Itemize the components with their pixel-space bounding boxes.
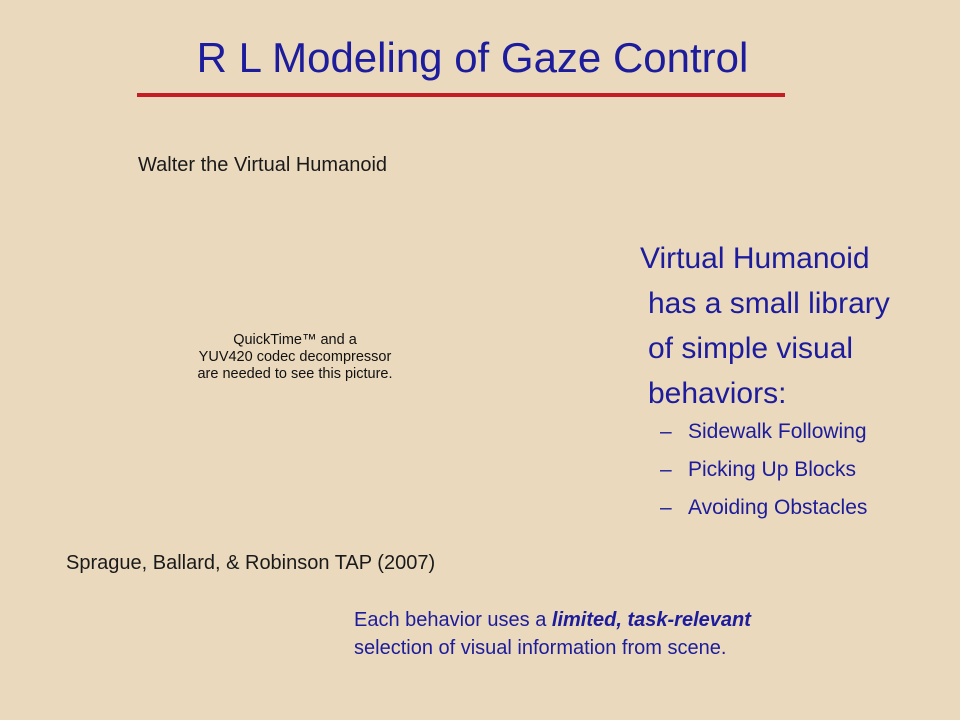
behavior-label: Picking Up Blocks — [688, 458, 857, 481]
behavior-list — [660, 416, 867, 530]
main-description-line-3: of simple visual — [648, 332, 854, 365]
behavior-list-item — [660, 492, 867, 530]
main-description-line-4: behaviors: — [648, 377, 787, 410]
slide-title: R L Modeling of Gaze Control — [196, 34, 749, 81]
behavior-label: Sidewalk Following — [688, 420, 867, 443]
behavior-list-item — [660, 454, 867, 492]
behavior-note-emphasis: limited, task-relevant — [551, 609, 751, 631]
main-description-line-1: Virtual Humanoid — [640, 242, 870, 275]
behavior-label: Avoiding Obstacles — [688, 496, 868, 519]
bullet-dash: – — [660, 496, 672, 519]
behavior-note — [354, 606, 751, 662]
media-placeholder-line-3: are needed to see this picture. — [197, 366, 393, 382]
main-description-line-2: has a small library — [648, 287, 890, 320]
bullet-dash: – — [660, 458, 672, 481]
behavior-note-prefix: Each behavior uses a — [354, 609, 552, 631]
media-placeholder-line-1: QuickTime™ and a — [233, 332, 357, 348]
behavior-list-item — [660, 416, 867, 454]
citation: Sprague, Ballard, & Robinson TAP (2007) — [66, 552, 436, 574]
media-placeholder-line-2: YUV420 codec decompressor — [198, 349, 392, 365]
bullet-dash: – — [660, 420, 672, 443]
slide-subtitle: Walter the Virtual Humanoid — [138, 154, 388, 176]
behavior-note-line-1 — [354, 606, 751, 634]
media-placeholder — [170, 332, 420, 383]
title-underline-rule — [137, 93, 785, 97]
main-description — [640, 236, 890, 416]
behavior-note-line-2: selection of visual information from scene. — [354, 637, 727, 659]
